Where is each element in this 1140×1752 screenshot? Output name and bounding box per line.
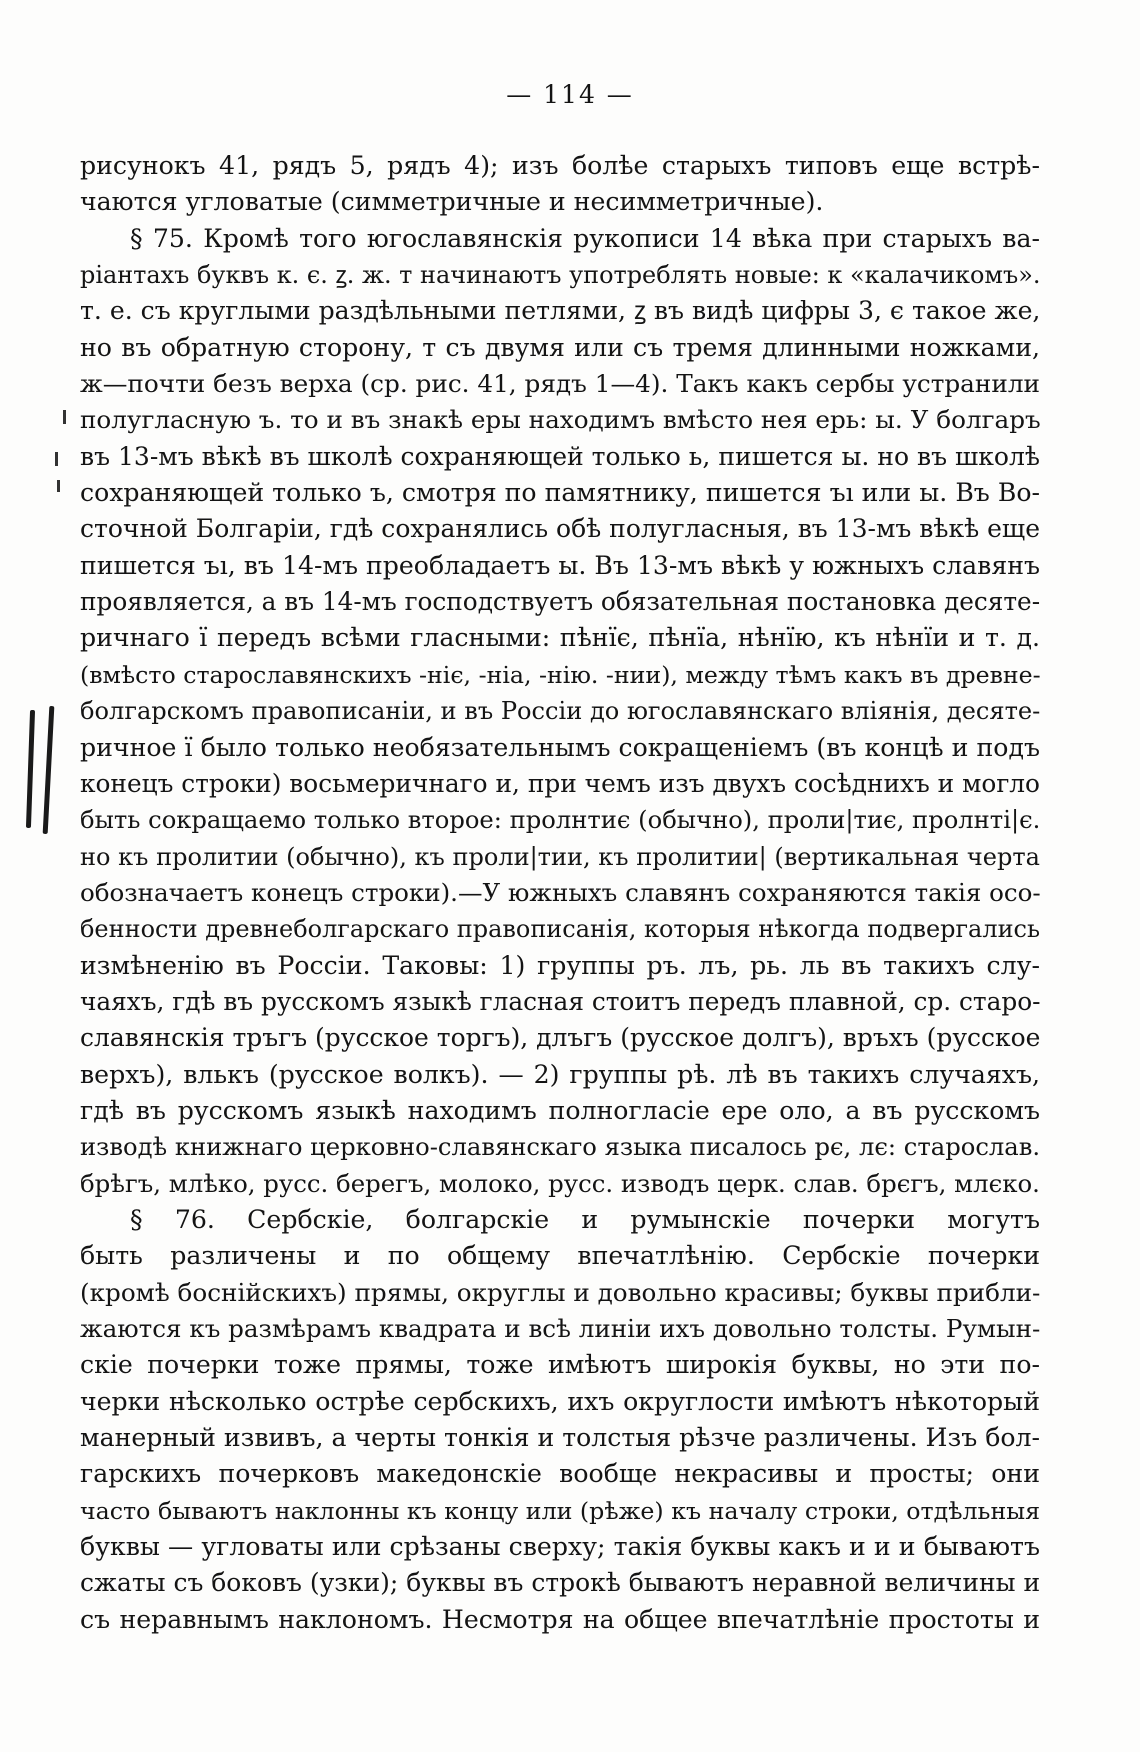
text-line: ричное ї было только необязательнымъ сокращеніемъ (въ концѣ и подъ — [80, 732, 1040, 762]
text-line: сохраняющей только ъ, смотря по памятнику, пишется ъı или ы. Въ Во- — [80, 478, 1040, 508]
text-line: обозначаетъ конецъ строки).—У южныхъ славянъ сохраняются такія осо- — [80, 877, 1041, 907]
paragraph-75 — [80, 221, 1040, 1202]
text-line: сточной Болгаріи, гдѣ сохранялись обѣ полугласныя, въ 13-мъ вѣкѣ еще — [80, 514, 1040, 544]
text-line: буквы — угловаты или срѣзаны сверху; такія буквы какъ и и и бываютъ — [80, 1532, 1040, 1562]
text-line: конецъ строки) восьмеричнаго и, при чемъ изъ двухъ сосѣднихъ и могло — [80, 768, 1040, 798]
page-number: — 114 — — [506, 80, 634, 109]
text-line: болгарскомъ правописаніи, и въ Россіи до югославянскаго вліянія, десяте- — [80, 697, 1041, 726]
text-line: чаются угловатые (симметричные и несимметричные). — [80, 187, 824, 217]
text-line: (кромѣ боснійскихъ) прямы, округлы и довольно красивы; буквы прибли- — [80, 1277, 1041, 1307]
text-line: рисунокъ 41, рядъ 5, рядъ 4); изъ болѣе старыхъ типовъ еще встрѣ- — [80, 151, 1040, 180]
text-line: жаются къ размѣрамъ квадрата и всѣ линіи ихъ довольно толсты. Румын- — [80, 1314, 1041, 1343]
text-line: манерный извивъ, а черты тонкія и толстыя рѣзче различены. Изъ бол- — [80, 1423, 1040, 1453]
text-line: черки нѣсколько острѣе сербскихъ, ихъ округлости имѣютъ нѣкоторый — [80, 1386, 1040, 1416]
text-line: но къ пролитии (обычно), къ проли|тии, къ пролитии| (вертикальная черта — [80, 842, 1040, 871]
text-line: пишется ъı, въ 14-мъ преобладаетъ ы. Въ 13-мъ вѣкѣ у южныхъ славянъ — [80, 550, 1040, 580]
margin-tick-3 — [57, 480, 60, 492]
text-line: чаяхъ, гдѣ въ русскомъ языкѣ гласная стоитъ передъ плавной, ср. старо- — [80, 986, 1041, 1016]
body-text — [80, 148, 1040, 1638]
text-line: ричнаго ї передъ всѣми гласными: пѣнїє, пѣнїа, нѣнїю, къ нѣнїи и т. д. — [80, 623, 1040, 653]
text-line: брѣгъ, млѣко, русс. берегъ, молоко, русс. изводъ церк. слав. брєгъ, млєко. — [80, 1168, 1040, 1198]
text-line: сжаты съ боковъ (узки); буквы въ строкѣ бываютъ неравной величины и — [80, 1568, 1041, 1598]
text-line: но въ обратную сторону, т съ двумя или съ тремя длинными ножками, — [80, 332, 1040, 362]
margin-bracket-line-2 — [43, 706, 55, 834]
text-line: гдѣ въ русскомъ языкѣ находимъ полногласіе ере оло, а въ русскомъ — [80, 1095, 1040, 1125]
text-line: ріантахъ буквъ к. є. ꙁ. ж. т начинаютъ употреблять новые: к «калачикомъ». — [80, 261, 1041, 290]
text-line: измѣненію въ Россіи. Таковы: 1) группы ръ. лъ, рь. ль въ такихъ слу- — [80, 950, 1040, 980]
text-line: быть различены и по общему впечатлѣнію. Сербскіе почерки — [80, 1241, 1040, 1271]
text-line: проявляется, а въ 14-мъ господствуетъ обязательная постановка десяте- — [80, 587, 1041, 617]
text-line: бенности древнеболгарскаго правописанія, которыя нѣкогда подвергались — [80, 915, 1041, 944]
text-line: полугласную ъ. то и въ знакѣ еры находимъ вмѣсто нея ерь: ы. У болгаръ — [80, 405, 1041, 435]
text-line: т. е. съ круглыми раздѣльными петлями, ꙁ въ видѣ цифры 3, є такое же, — [80, 296, 1041, 326]
text-line: скіе почерки тоже прямы, тоже имѣютъ широкія буквы, но эти по- — [80, 1350, 1040, 1380]
text-line: славянскія тръгъ (русское торгъ), длъгъ (русское долгъ), връхъ (русское — [80, 1023, 1041, 1053]
margin-tick-2 — [55, 452, 58, 466]
paragraph-76 — [80, 1202, 1040, 1638]
margin-tick-1 — [63, 410, 66, 424]
text-line: съ неравнымъ наклономъ. Несмотря на общее впечатлѣніе простоты и — [80, 1604, 1040, 1634]
text-line: ж—почти безъ верха (ср. рис. 41, рядъ 1—4). Такъ какъ сербы устранили — [80, 369, 1040, 399]
text-line: изводѣ книжнаго церковно-славянскаго языка писалось рє, лє: старослав. — [80, 1132, 1041, 1162]
paragraph-1 — [80, 148, 1040, 221]
text-line: гарскихъ почерковъ македонскіе вообще некрасивы и просты; они — [80, 1459, 1040, 1489]
text-line: быть сокращаемо только второе: пролнтиє (обычно), проли|тиє, пролнті|є. — [80, 806, 1041, 835]
text-line: часто бываютъ наклонны къ концу или (рѣже) къ началу строки, отдѣльныя — [80, 1496, 1041, 1525]
text-line: § 75. Кромѣ того югославянскія рукописи 14 вѣка при старыхъ ва- — [130, 223, 1040, 253]
text-line: § 76. Сербскіе, болгарскіе и румынскіе почерки могутъ — [130, 1204, 1040, 1234]
text-line: (вмѣсто старославянскихъ -ніє, -ніа, -нію. -нии), между тѣмъ какъ въ древне- — [80, 660, 1041, 689]
text-line: въ 13-мъ вѣкѣ въ школѣ сохраняющей только ь, пишется ы. но въ школѣ — [80, 441, 1040, 471]
text-line: верхъ), влькъ (русское волкъ). — 2) группы рѣ. лѣ въ такихъ случаяхъ, — [80, 1059, 1040, 1089]
margin-bracket-line-1 — [26, 710, 35, 828]
